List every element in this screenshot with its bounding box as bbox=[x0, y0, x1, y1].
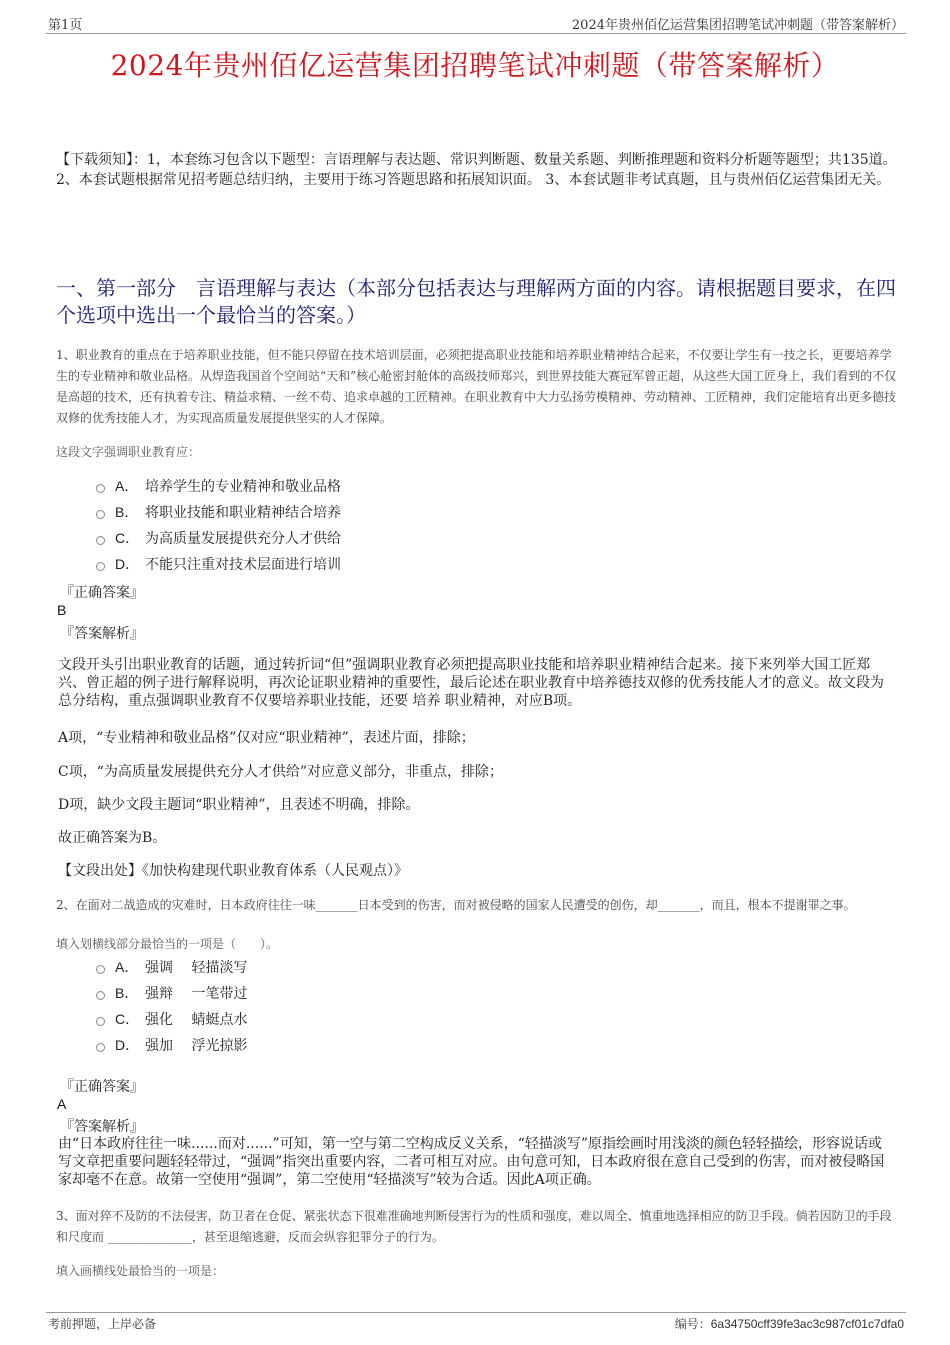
analysis-text: 由“日本政府往往一味......而对......”可知，第一空与第二空构成反义关系，“轻描淡写”原指绘画时用浅淡的颜色轻轻描绘，形容说话或写文章把重要问题轻轻带过，“强调”指突出重要内容，二者可相互对应。由句意可知，日本政府很在意自己受到的伤害，而对被侵略国家却毫不在意。故第一空使用“强调”，第二空使用“轻描淡写”较为合适。因此A项正确。 bbox=[58, 1136, 885, 1188]
analysis-option-a: A项，“专业精神和敬业品格”仅对应“职业精神”，表述片面，排除； bbox=[58, 730, 475, 746]
analysis-label: 『答案解析』 bbox=[60, 626, 144, 642]
download-notice: 【下载须知】：1，本套练习包含以下题型：言语理解与表达题、常识判断题、数量关系题、判断推理题和资料分析题等题型；共135道。 2、本套试题根据常见招考题总结归纳，主要用于练习答题思路和拓展知识面。 3、本套试题非考试真题，且与贵州佰亿运营集团无关。 bbox=[56, 152, 897, 188]
option-b[interactable]: B． 强辩 一笔带过 bbox=[96, 980, 247, 1006]
question-2-stem: 2、在面对二战造成的灾难时，日本政府往往一味_______日本受到的伤害，而对被侵略的国家人民遭受的创伤，却_______，而且，根本不提谢罪之事。 bbox=[56, 898, 856, 912]
footer-code: 编号：6a34750cff39fe3ac3c987cf01c7dfa0 bbox=[674, 1317, 904, 1331]
option-a[interactable]: A． 培养学生的专业精神和敬业品格 bbox=[96, 473, 341, 499]
header-doc-title: 2024年贵州佰亿运营集团招聘笔试冲刺题（带答案解析） bbox=[571, 18, 904, 33]
analysis-label: 『答案解析』 bbox=[60, 1119, 144, 1135]
analysis-conclusion: 故正确答案为B。 bbox=[58, 830, 167, 846]
analysis-text: 文段开头引出职业教育的话题，通过转折词“但”强调职业教育必须把提高职业技能和培养职业精神结合起来。接下来列举大国工匠郑兴、曾正超的例子进行解释说明，再次论证职业精神的重要性，最后论述在职业教育中培养德技双修的优秀技能人才的意义。故文段为总分结构，重点强调职业教育不仅要培养职业技能，还要 培养 职业精神，对应B项。 bbox=[58, 657, 884, 709]
radio-icon[interactable] bbox=[96, 1017, 105, 1026]
radio-icon[interactable] bbox=[96, 1043, 105, 1052]
footer-divider bbox=[46, 1312, 906, 1313]
option-d[interactable]: D． 不能只注重对技术层面进行培训 bbox=[96, 551, 341, 577]
section-heading: 一、第一部分 言语理解与表达（本部分包括表达与理解两方面的内容。请根据题目要求，在四个选项中选出一个最恰当的答案。） bbox=[56, 276, 896, 327]
radio-icon[interactable] bbox=[96, 536, 105, 545]
radio-icon[interactable] bbox=[96, 562, 105, 571]
radio-icon[interactable] bbox=[96, 965, 105, 974]
page-number: 第1页 bbox=[48, 18, 83, 33]
analysis-option-d: D项，缺少文段主题词“职业精神”，且表述不明确，排除。 bbox=[58, 797, 420, 813]
passage-source: 【文段出处】《加快构建现代职业教育体系（人民观点）》 bbox=[58, 863, 408, 879]
answer-value: B bbox=[57, 602, 67, 618]
question-2-options bbox=[96, 954, 247, 1058]
question-1-options bbox=[96, 473, 341, 577]
option-a[interactable]: A． 强调 轻描淡写 bbox=[96, 954, 247, 980]
option-b[interactable]: B． 将职业技能和职业精神结合培养 bbox=[96, 499, 341, 525]
question-3-prompt: 填入画横线处最恰当的一项是： bbox=[56, 1264, 225, 1278]
header-divider bbox=[46, 33, 906, 34]
radio-icon[interactable] bbox=[96, 484, 105, 493]
question-3-stem: 3、面对猝不及防的不法侵害，防卫者在仓促、紧张状态下很难准确地判断侵害行为的性质和强度，难以周全、慎重地选择相应的防卫手段。倘若因防卫的手段和尺度而 ______________，甚至退缩逃避，反而会纵容犯罪分子的行为。 bbox=[56, 1209, 892, 1244]
answer-label: 『正确答案』 bbox=[60, 585, 144, 601]
question-2-prompt: 填入划横线部分最恰当的一项是（ ）。 bbox=[56, 937, 279, 951]
question-1-stem: 1、职业教育的重点在于培养职业技能，但不能只停留在技术培训层面，必须把提高职业技能和培养职业精神结合起来，不仅要让学生有一技之长，更要培养学生的专业精神和敬业品格。从焊造我国首个空间站“天和”核心舱密封舱体的高级技师郑兴，到世界技能大赛冠军曾正超，从这些大国工匠身上，我们看到的不仅是高超的技术，还有执着专注、精益求精、一丝不苟、追求卓越的工匠精神。在职业教育中大力弘扬劳模精神、劳动精神、工匠精神，我们定能培育出更多德技双修的优秀技能人才，为实现高质量发展提供坚实的人才保障。 bbox=[56, 348, 897, 425]
radio-icon[interactable] bbox=[96, 991, 105, 1000]
option-c[interactable]: C． 为高质量发展提供充分人才供给 bbox=[96, 525, 341, 551]
answer-label: 『正确答案』 bbox=[60, 1079, 144, 1095]
answer-value: A bbox=[57, 1096, 67, 1112]
question-1-prompt: 这段文字强调职业教育应： bbox=[56, 445, 201, 459]
option-c[interactable]: C． 强化 蜻蜓点水 bbox=[96, 1006, 247, 1032]
analysis-option-c: C项，“为高质量发展提供充分人才供给”对应意义部分，非重点，排除； bbox=[58, 764, 504, 780]
footer-slogan: 考前押题，上岸必备 bbox=[48, 1317, 157, 1331]
radio-icon[interactable] bbox=[96, 510, 105, 519]
option-d[interactable]: D． 强加 浮光掠影 bbox=[96, 1032, 247, 1058]
page-title: 2024年贵州佰亿运营集团招聘笔试冲刺题（带答案解析） bbox=[110, 49, 840, 82]
